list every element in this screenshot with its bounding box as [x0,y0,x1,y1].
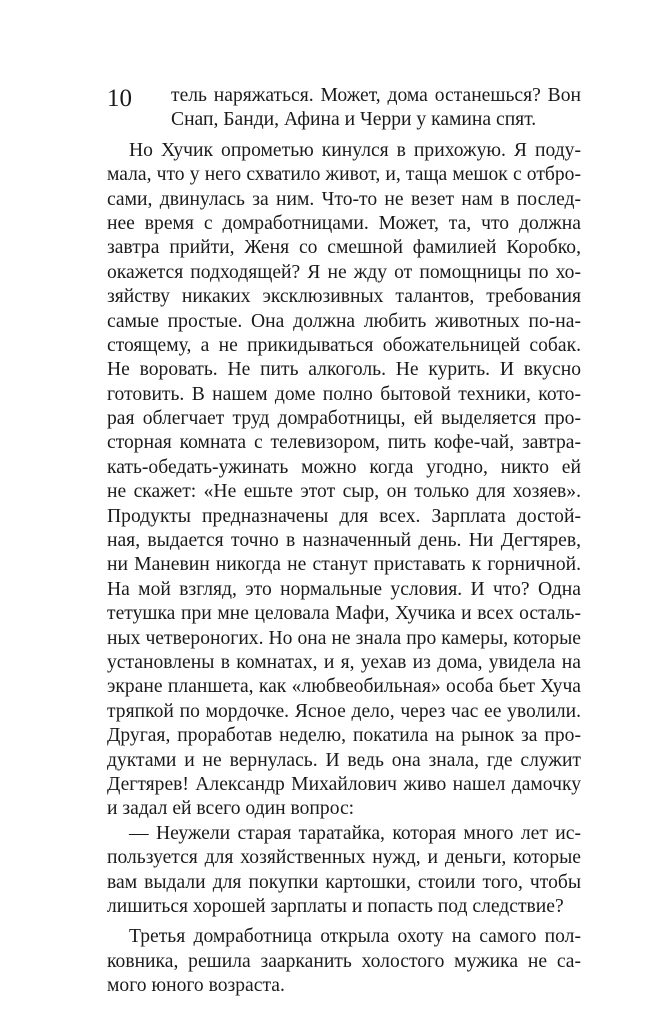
text-line: мого юного возраста. [107,975,285,997]
text-line: не скажет: «Не ешьте этот сыр, он только для хозяев». [107,481,581,503]
text-line: вам выдали для покупки картошки, стоили того, чтобы [107,871,581,893]
page-number: 10 [107,85,132,112]
paragraph [107,84,581,133]
text-line: мала, что у него схватило живот, и, таща мешок с отбро- [107,164,581,186]
text-line: сторная комната с телевизором, пить кофе-чай, завтра- [107,432,581,454]
text-line: Не воровать. Не пить алкоголь. Не курить. И вкусно [107,359,581,381]
text-line: рая облегчает труд домработницы, ей выделяется про- [107,408,581,430]
text-line: зяйству никаких эксклюзивных талантов, требования [107,286,581,308]
text-line: тряпкой по мордочке. Ясное дело, через час ее уволили. [107,700,581,722]
text-line: На мой взгляд, это нормальные условия. И что? Одна [107,578,581,600]
text-line: установлены в комнатах, и я, уехав из дома, увидела на [107,651,581,673]
text-line: ная, выдается точно в назначенный день. Ни Дегтярев, [107,530,581,552]
text-line: готовить. В нашем доме полно бытовой техники, кото- [107,383,581,405]
text-line: — Неужели старая таратайка, которая много лет ис- [129,822,581,844]
text-line: сами, двинулась за ним. Что-то не везет нам в послед- [107,188,581,210]
text-line: самые простые. Она должна любить животных по-на- [107,310,581,332]
text-line: лишиться хорошей зарплаты и попасть под следствие? [107,895,564,917]
text-line: пользуется для хозяйственных нужд, и деньги, которые [107,847,581,869]
text-line: стоящему, а не прикидываться обожательницей собак. [107,334,581,356]
text-line: Другая, проработав неделю, покатила на рынок за про- [107,725,581,747]
text-line: кать-обедать-ужинать можно когда угодно, никто ей [107,456,581,478]
text-line: экране планшета, как «любвеобильная» особа бьет Хуча [107,676,581,698]
paragraph [107,822,581,920]
text-line: Третья домработница открыла охоту на самого пол- [129,926,581,948]
text-line: Снап, Банди, Афина и Черри у камина спят. [171,109,537,131]
text-line: завтра прийти, Женя со смешной фамилией Коробко, [107,237,581,259]
paragraph [107,925,581,998]
text-line: ковника, решила заарканить холостого мужика не са- [107,950,581,972]
text-line: нее время с домработницами. Может, та, что должна [107,212,581,234]
text-line: Но Хучик опрометью кинулся в прихожую. Я поду- [129,139,581,161]
text-line: дуктами и не вернулась. И ведь она знала, где служит [107,749,581,771]
text-line: ных четвероногих. Но она не знала про камеры, которые [107,627,581,649]
text-line: тель наряжаться. Может, дома останешься? Вон [171,85,581,106]
page-text [107,84,581,998]
text-line: тетушка при мне целовала Мафи, Хучика и всех осталь- [107,603,581,625]
paragraph [107,139,581,822]
text-line: окажется подходящей? Я не жду от помощницы по хо- [107,261,581,283]
text-line: Продукты предназначены для всех. Зарплата достой- [107,505,581,527]
text-line: и задал ей всего один вопрос: [107,798,355,820]
text-line: Дегтярев! Александр Михайлович живо нашел дамочку [107,773,581,795]
text-line: ни Маневин никогда не станут приставать к горничной. [107,554,581,576]
